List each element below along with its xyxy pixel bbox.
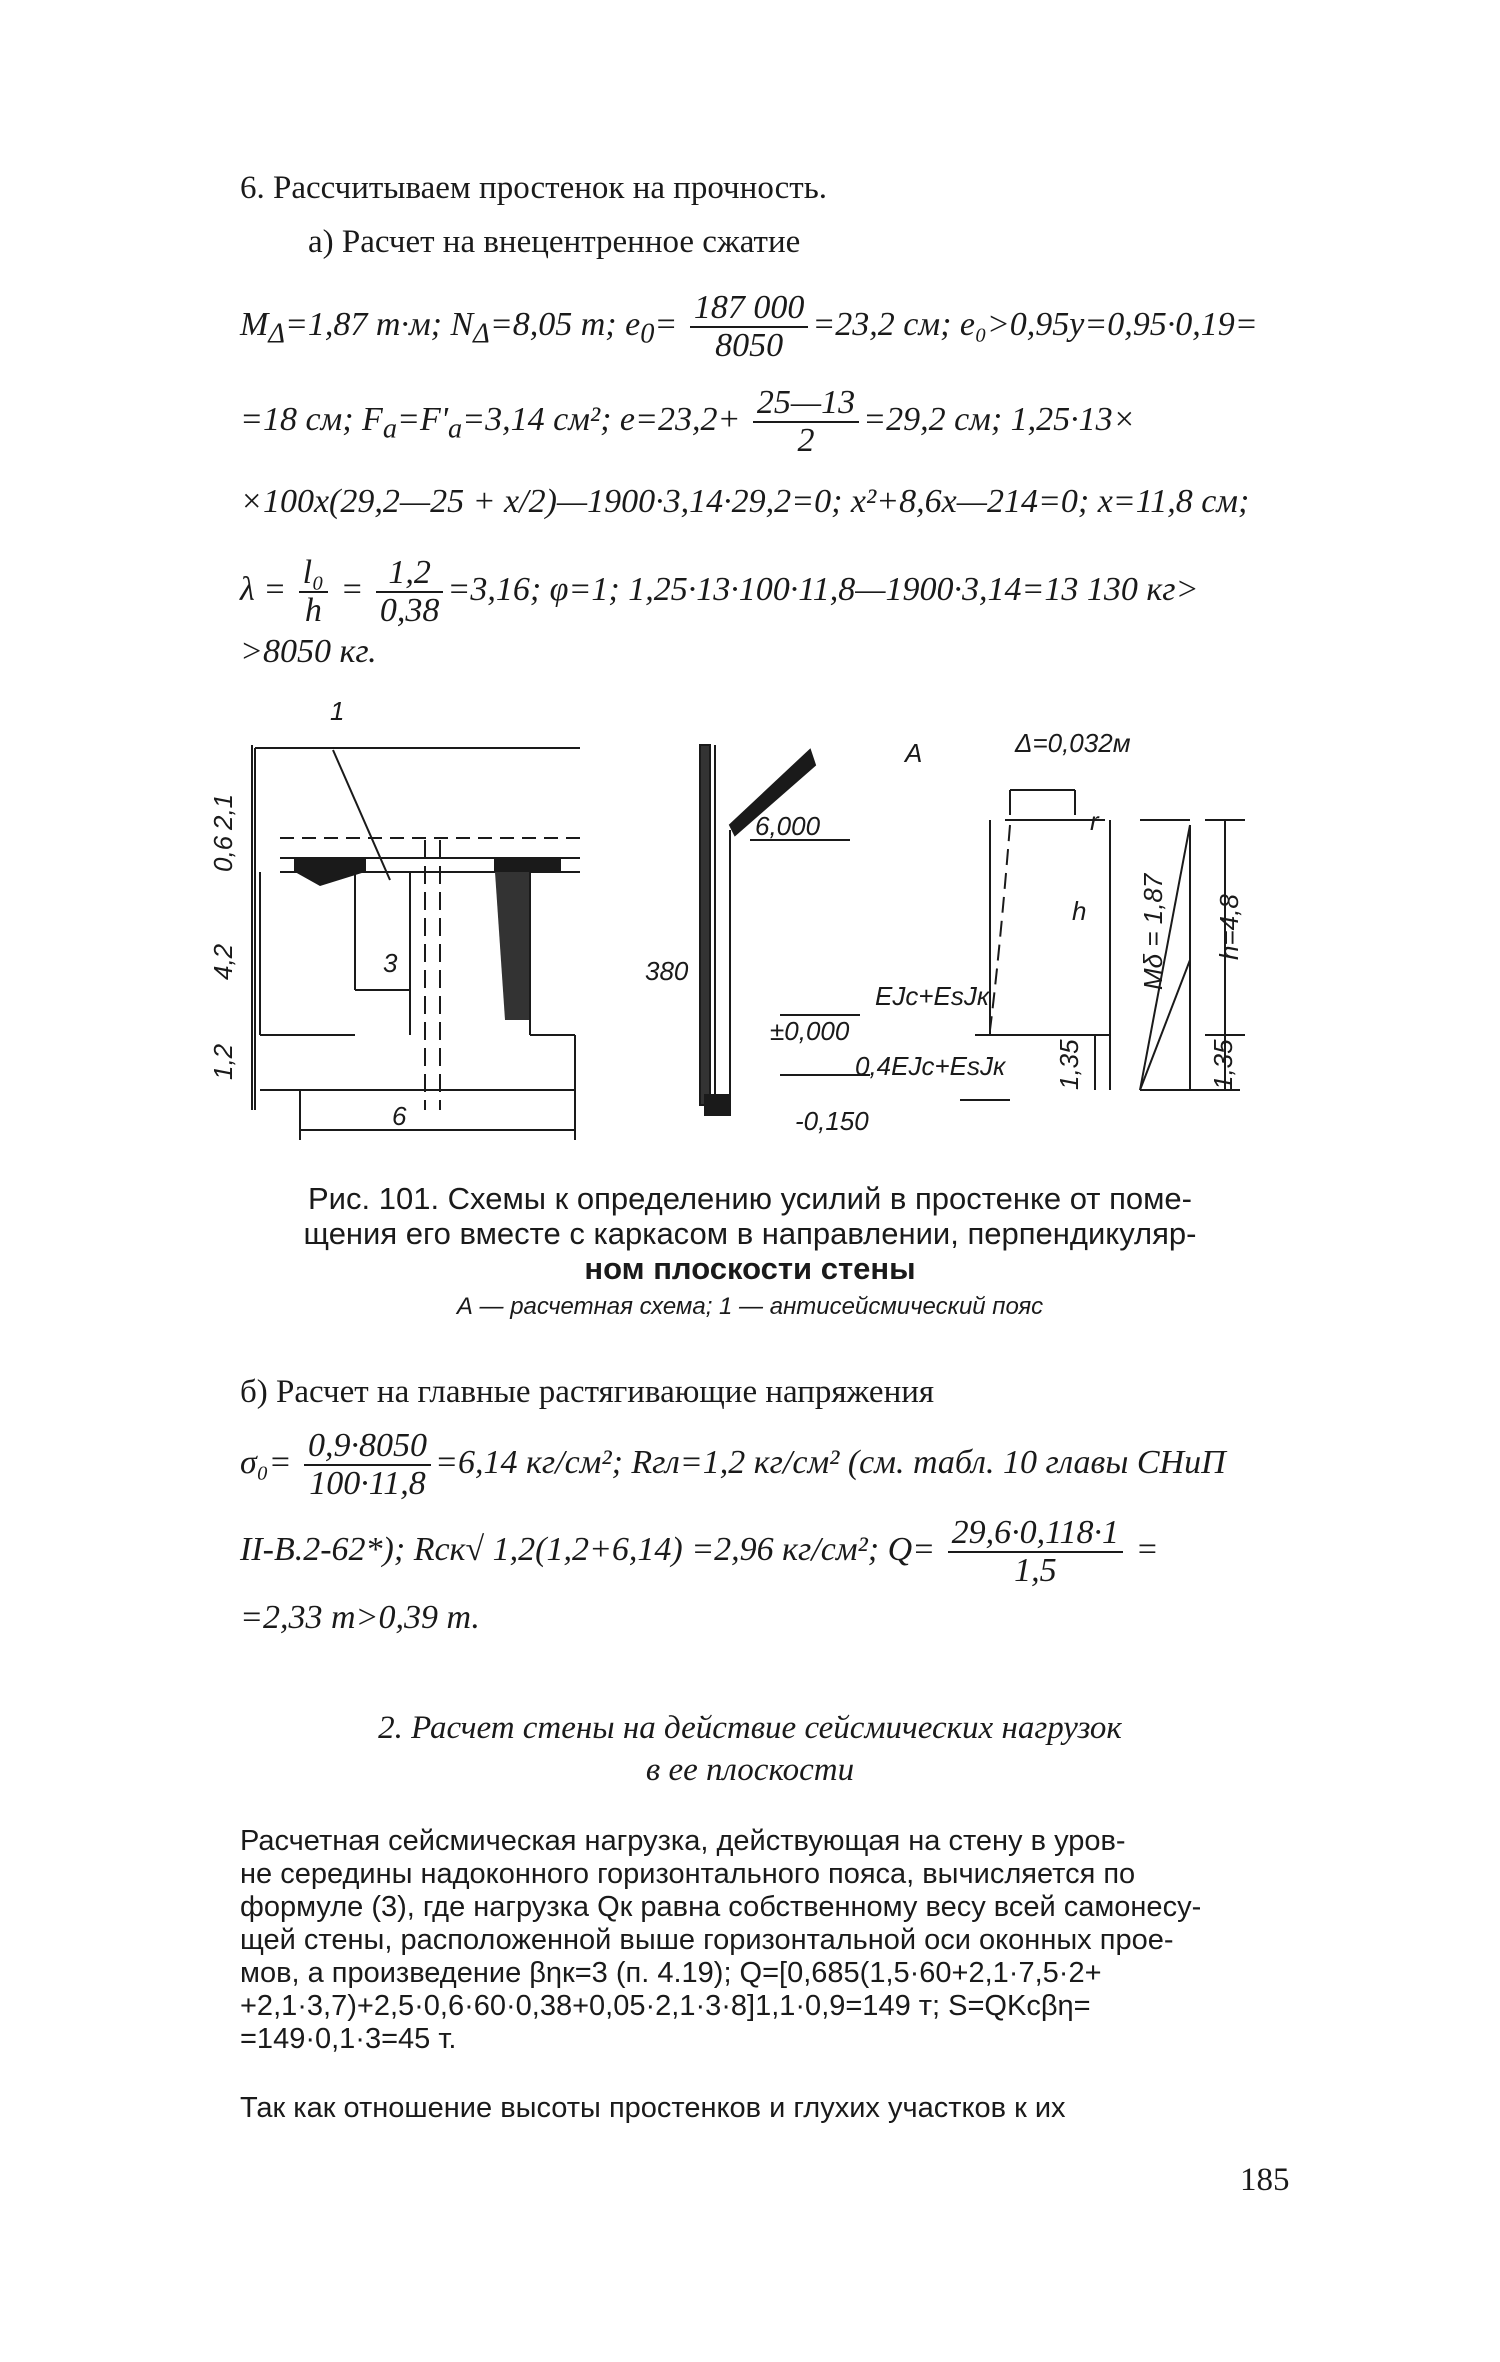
figure-caption-line2: щения его вместе с каркасом в направлении, перпендикуляр- bbox=[303, 1216, 1197, 1251]
paragraph-line: щей стены, расположенной выше горизонтальной оси оконных прое- bbox=[240, 1924, 1174, 1956]
figure-caption-line1: Рис. 101. Схемы к определению усилий в простенке от поме- bbox=[308, 1181, 1192, 1216]
fig-label-md: Mδ = 1,87 bbox=[1138, 873, 1168, 990]
fig-label-h: h bbox=[1072, 896, 1087, 926]
fig-dim-135b: 1,35 bbox=[1208, 1039, 1238, 1090]
fig-label-3: 3 bbox=[383, 948, 398, 978]
fig-dim-21: 2,1 bbox=[208, 793, 238, 830]
calc-a-line1: $M_\Delta=1,87$ т·м; $N_\Delta=8,05$ т; $e_0=$ $\frac{187 000}{8050}$ =23,2 см; e₀>0,95y=0,95·0,19= bbox=[240, 289, 1258, 364]
fig-label-380: 380 bbox=[645, 956, 689, 986]
fig-dim-6: 6 bbox=[392, 1101, 407, 1131]
calc-a-line4: λ = $\frac{\text{l₀}}{h}$ = $\frac{1,2}{0,38}$ =3,16; φ=1; 1,25·13·100·11,8—1900·3,14=13 130 кг> bbox=[240, 554, 1199, 629]
page-number: 185 bbox=[1240, 2162, 1290, 2198]
paragraph-line: не середины надоконного горизонтального пояса, вычисляется по bbox=[240, 1858, 1136, 1890]
fig-label-ej1: EJc+EsJк bbox=[875, 981, 990, 1011]
fig-label-r: r bbox=[1090, 806, 1099, 836]
calc-a-line5: >8050 кг. bbox=[240, 633, 377, 670]
paragraph-line: формуле (3), где нагрузка Qк равна собственному весу всей самонесу- bbox=[240, 1891, 1202, 1923]
fig-label-h48: h=4,8 bbox=[1214, 894, 1244, 960]
section-heading-6: 6. Рассчитываем простенок на прочность. bbox=[240, 170, 828, 206]
fig-mark-0000: ±0,000 bbox=[770, 1016, 850, 1046]
subheading-a: а) Расчет на внецентренное сжатие bbox=[308, 224, 801, 260]
fig-label-delta: Δ=0,032м bbox=[1015, 728, 1131, 758]
section-2-title-line2: в ее плоскости bbox=[645, 1752, 855, 1788]
section-2-title-line1: 2. Расчет стены на действие сейсмических нагрузок bbox=[378, 1710, 1122, 1746]
fig-mark-6000: 6,000 bbox=[755, 811, 821, 841]
fig-label-1: 1 bbox=[330, 696, 345, 726]
calc-b-line1: σ₀= $\frac{0,9\cdot 8050}{100\cdot 11,8}$ =6,14 кг/см²; Rгл=1,2 кг/см² (см. табл. 10 главы СНиП bbox=[240, 1427, 1226, 1502]
figure-legend: А — расчетная схема; 1 — антисейсмический пояс bbox=[456, 1293, 1044, 1320]
paragraph-line: =149·0,1·3=45 т. bbox=[240, 2023, 457, 2055]
paragraph-1 bbox=[240, 1825, 1325, 2056]
paragraph-line: Расчетная сейсмическая нагрузка, действующая на стену в уров- bbox=[240, 1825, 1126, 1857]
subheading-b: б) Расчет на главные растягивающие напряжения bbox=[240, 1374, 935, 1410]
calc-b-line2: II-В.2-62*); Rск√ 1,2(1,2+6,14) =2,96 кг/см²; Q= $\frac{29,6\cdot 0,118\cdot 1}{1,5}$ = bbox=[240, 1514, 1159, 1589]
fig-dim-06: 0,6 bbox=[208, 835, 238, 872]
fig-dim-12: 1,2 bbox=[208, 1043, 238, 1080]
fig-label-A: A bbox=[905, 738, 923, 768]
fig-dim-135a: 1,35 bbox=[1054, 1039, 1084, 1090]
paragraph-line: +2,1·3,7)+2,5·0,6·60·0,38+0,05·2,1·3·8]1,1·0,9=149 т; S=QKcβη= bbox=[240, 1990, 1091, 2022]
fig-mark-0150: -0,150 bbox=[795, 1106, 869, 1136]
calc-b-line3: =2,33 т>0,39 т. bbox=[240, 1599, 480, 1636]
figure-101 bbox=[0, 690, 1500, 1160]
calc-a-line2: =18 см; $F_a=F'_a=3,14$ см²; e=23,2+ $\frac{25—13}{2}$ =29,2 см; 1,25·13× bbox=[240, 384, 1136, 459]
fig-label-ej2: 0,4EJc+EsJк bbox=[855, 1051, 1006, 1081]
fig-dim-42: 4,2 bbox=[208, 943, 238, 980]
calc-a-line3: ×100x(29,2—25 + x/2)—1900·3,14·29,2=0; x²+8,6x—214=0; x=11,8 см; bbox=[240, 483, 1250, 520]
figure-caption-line3: ном плоскости стены bbox=[584, 1251, 916, 1286]
paragraph-line: мов, а произведение βηк=3 (п. 4.19); Q=[0,685(1,5·60+2,1·7,5·2+ bbox=[240, 1957, 1102, 1989]
paragraph-2: Так как отношение высоты простенков и глухих участков к их bbox=[240, 2092, 1066, 2124]
